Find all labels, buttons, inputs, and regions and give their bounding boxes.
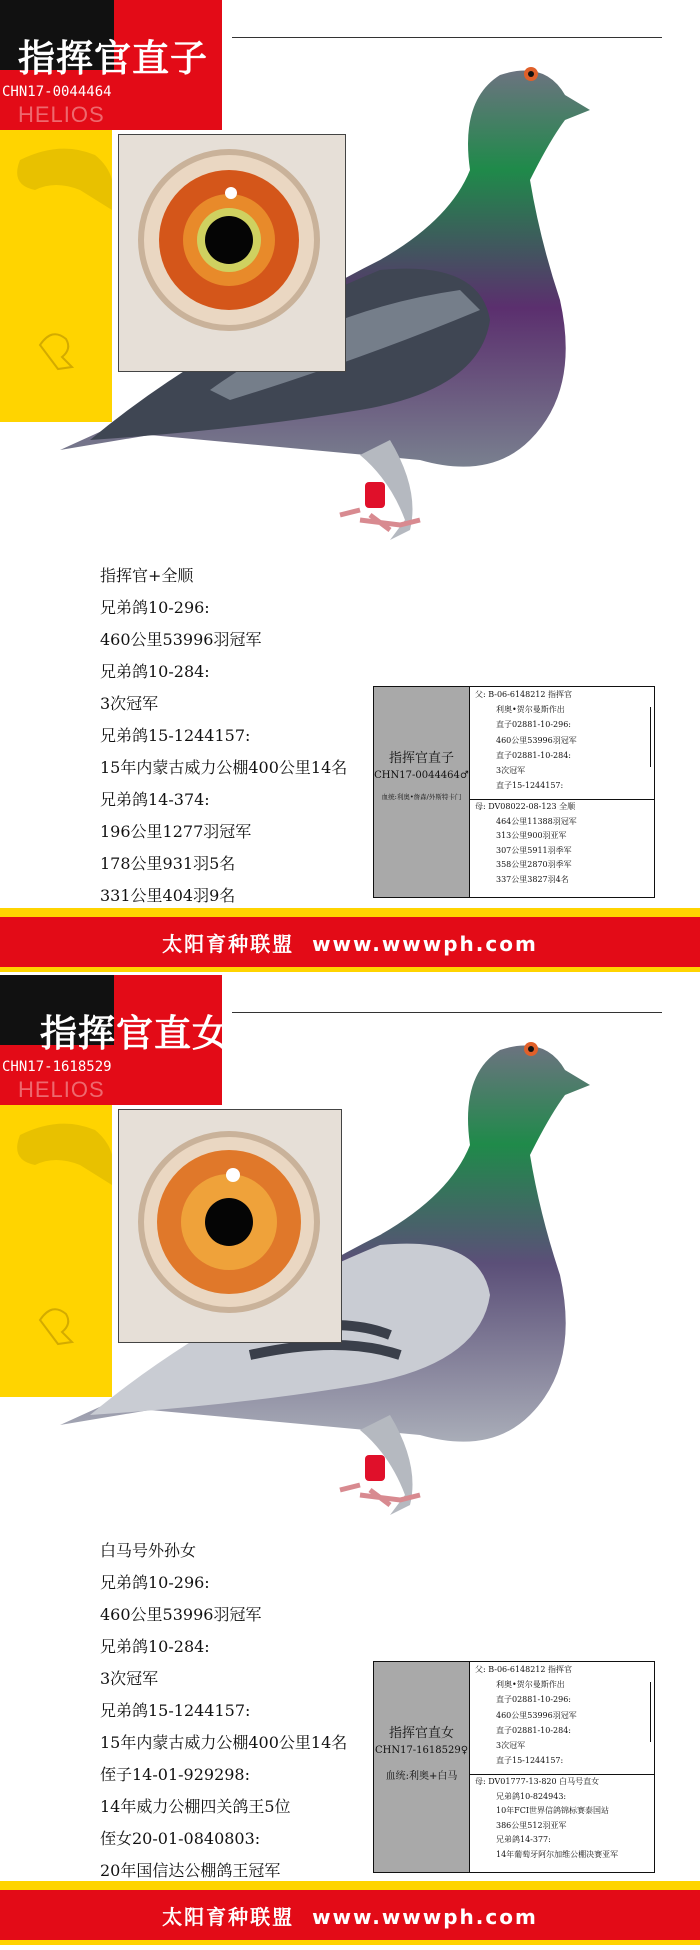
eye-photo	[118, 134, 346, 372]
footer-text: 太阳育种联盟 www.wwwph.com	[162, 932, 538, 956]
dam-line: 358公里2870羽季军	[496, 860, 572, 869]
sire-line: 直子02881-10-296:	[496, 720, 571, 730]
parents-section	[470, 687, 654, 897]
bird-name: 指挥官直女	[388, 1726, 454, 1741]
page-title: 指挥官直女	[40, 1011, 230, 1055]
eye-image	[119, 1110, 341, 1342]
sire-line: 父: B-06-6148212 指挥官	[475, 1665, 573, 1674]
footer-text: 太阳育种联盟 www.wwwph.com	[162, 1905, 538, 1929]
pedigree-line: 196公里1277羽冠军	[100, 822, 252, 841]
sire-line: 3次冠军	[496, 766, 526, 776]
sire-line: 直子02881-10-284:	[496, 1725, 571, 1735]
bird-bloodline: 血统:利奥•詹森/外斯特卡门	[381, 793, 462, 801]
pedigree-notes	[100, 560, 347, 912]
sire-line: 直子02881-10-296:	[496, 1695, 571, 1705]
eye-image	[119, 135, 345, 371]
dam-line: 307公里5911羽季军	[496, 845, 572, 855]
bird-name: 指挥官直子	[388, 751, 454, 766]
parents-section	[470, 1662, 654, 1872]
sire-section	[470, 1662, 654, 1775]
header-rule	[232, 37, 662, 38]
pedigree-line: 侄女20-01-0840803:	[100, 1829, 261, 1848]
pedigree-line: 兄弟鸽15-1244157:	[100, 1701, 251, 1720]
pedigree-line: 指挥官+全顺	[100, 566, 194, 585]
sire-line: 利奥•贺尔曼斯作出	[496, 1680, 565, 1690]
dam-line: 464公里11388羽冠军	[496, 816, 577, 826]
pedigree-line: 兄弟鸽10-284:	[100, 662, 210, 681]
dam-line: 10年FCI世界信鸽锦标赛泰国站	[496, 1806, 610, 1815]
dam-section	[470, 800, 654, 897]
pedigree-line: 460公里53996羽冠军	[100, 1605, 262, 1624]
pedigree-line: 兄弟鸽15-1244157:	[100, 726, 251, 745]
dam-section	[470, 1775, 654, 1872]
dam-line: 386公里512羽亚军	[496, 1820, 567, 1830]
pedigree-line: 兄弟鸽14-374:	[100, 790, 210, 809]
page-title: 指挥官直子	[18, 36, 208, 80]
pedigree-notes	[100, 1535, 347, 1887]
sire-line: 3次冠军	[496, 1741, 526, 1751]
dam-line: 兄弟鸽10-824943:	[496, 1791, 567, 1801]
pedigree-line: 3次冠军	[100, 1669, 159, 1688]
sire-line: 460公里53996羽冠军	[496, 735, 577, 745]
pedigree-line: 3次冠军	[100, 694, 159, 713]
pedigree-line: 14年威力公棚四关鸽王5位	[100, 1797, 291, 1816]
dam-line: 母: DV01777-13-820 白马号直女	[475, 1777, 600, 1786]
sire-line: 利奥•贺尔曼斯作出	[496, 705, 565, 715]
dam-line: 313公里900羽亚军	[496, 831, 567, 840]
bird-ring: CHN17-1618529♀	[374, 1745, 469, 1756]
bird-bloodline: 血统:利奥+白马	[385, 1771, 458, 1782]
pedigree-line: 侄子14-01-929298:	[100, 1765, 251, 1784]
pedigree-line: 15年内蒙古威力公棚400公里14名	[100, 1733, 348, 1752]
pedigree-line: 460公里53996羽冠军	[100, 630, 262, 649]
sire-line: 父: B-06-6148212 指挥官	[475, 690, 573, 699]
pedigree-line: 兄弟鸽10-296:	[100, 598, 210, 617]
pedigree-line: 兄弟鸽10-296:	[100, 1573, 210, 1592]
sire-line: 直子15-1244157:	[496, 1756, 564, 1766]
pedigree-line: 331公里404羽9名	[100, 886, 236, 905]
eye-photo	[118, 1109, 342, 1343]
bracket-divider	[650, 707, 654, 767]
pedigree-line: 20年国信达公棚鸽王冠军	[100, 1861, 281, 1880]
dam-line: 14年葡萄牙阿尔加维公棚决赛亚军	[496, 1849, 619, 1859]
header-rule	[232, 1012, 662, 1013]
sire-line: 460公里53996羽冠军	[496, 1710, 577, 1720]
bird-summary	[374, 1662, 470, 1872]
ring-number: CHN17-0044464	[2, 84, 112, 100]
ring-number: CHN17-1618529	[2, 1059, 112, 1075]
pedigree-line: 白马号外孙女	[100, 1541, 197, 1560]
sire-section	[470, 687, 654, 800]
bird-summary	[374, 687, 470, 897]
bird-ring: CHN17-0044464♂	[374, 770, 469, 781]
bracket-divider	[650, 1682, 654, 1742]
dam-line: 母: DV08022-08-123 全顺	[475, 802, 576, 811]
sire-line: 直子02881-10-284:	[496, 750, 571, 760]
sire-line: 直子15-1244157:	[496, 781, 564, 791]
pedigree-line: 兄弟鸽10-284:	[100, 1637, 210, 1656]
brand-watermark: HELIOS	[18, 102, 105, 127]
pedigree-line: 178公里931羽5名	[100, 854, 236, 873]
pedigree-line: 15年内蒙古威力公棚400公里14名	[100, 758, 348, 777]
pedigree-table	[373, 686, 655, 898]
pigeon-card-female	[0, 975, 700, 1950]
pedigree-table	[373, 1661, 655, 1873]
dam-line: 兄弟鸽14-377:	[496, 1835, 551, 1844]
brand-watermark: HELIOS	[18, 1077, 105, 1102]
dam-line: 337公里3827羽4名	[496, 874, 569, 884]
